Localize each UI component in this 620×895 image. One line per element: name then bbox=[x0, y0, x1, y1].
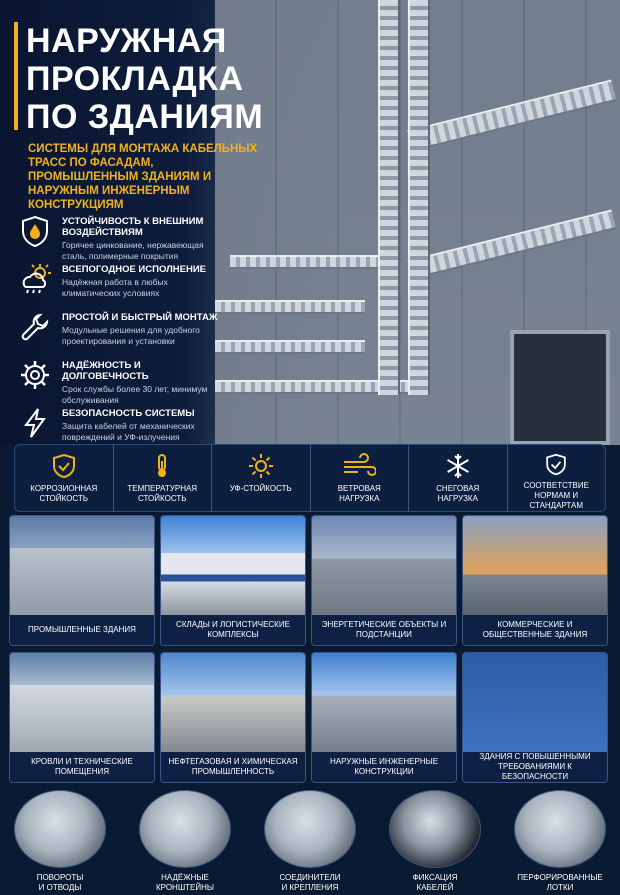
component-label: И ОТВОДЫ bbox=[38, 883, 82, 892]
property-item bbox=[15, 445, 114, 511]
engineering-structures-image bbox=[312, 653, 456, 759]
feature-item bbox=[18, 358, 228, 406]
feature-desc: Модульные решения для удобного проектирования и установки bbox=[62, 325, 200, 346]
feature-item bbox=[18, 262, 228, 310]
sun-icon bbox=[248, 453, 274, 479]
feature-item bbox=[18, 310, 228, 358]
feature-title: ПРОСТОЙ И БЫСТРЫЙ МОНТАЖ bbox=[62, 312, 218, 323]
accent-bar bbox=[14, 22, 18, 130]
property-label: ВЕТРОВАЯ bbox=[337, 484, 381, 493]
application-card bbox=[462, 652, 608, 783]
property-item bbox=[212, 445, 311, 511]
feature-list bbox=[18, 214, 228, 445]
component-label: ПЕРФОРИРОВАННЫЕ bbox=[517, 873, 603, 882]
component-label: НАДЁЖНЫЕ bbox=[161, 873, 209, 882]
commercial-building-image bbox=[463, 516, 607, 622]
property-label: НАГРУЗКА bbox=[437, 494, 478, 503]
component-item bbox=[135, 790, 235, 893]
property-item bbox=[114, 445, 213, 511]
title-line: ПРОКЛАДКА bbox=[26, 60, 244, 98]
component-item bbox=[510, 790, 610, 893]
application-card bbox=[311, 515, 457, 646]
application-card bbox=[311, 652, 457, 783]
application-label: ЭНЕРГЕТИЧЕСКИЕ ОБЪЕКТЫ И ПОДСТАНЦИИ bbox=[312, 615, 456, 645]
component-item bbox=[385, 790, 485, 893]
warehouse-image bbox=[161, 516, 305, 622]
application-label: ЗДАНИЯ С ПОВЫШЕННЫМИ ТРЕБОВАНИЯМИ К БЕЗОПАСНОСТИ bbox=[463, 752, 607, 782]
property-item bbox=[311, 445, 410, 511]
title-line: ПО ЗДАНИЯМ bbox=[26, 98, 264, 136]
oil-gas-plant-image bbox=[161, 653, 305, 759]
properties-panel bbox=[14, 444, 606, 512]
component-label: КАБЕЛЕЙ bbox=[416, 883, 454, 892]
snowflake-icon bbox=[445, 453, 471, 479]
cable-fixing-image bbox=[389, 790, 481, 868]
component-label: КРОНШТЕЙНЫ bbox=[156, 883, 214, 892]
components-row bbox=[10, 790, 610, 893]
lightning-icon bbox=[18, 406, 52, 440]
feature-desc: Надёжная работа в любых климатических условиях bbox=[62, 277, 168, 298]
component-item bbox=[260, 790, 360, 893]
feature-title: НАДЁЖНОСТЬ И ДОЛГОВЕЧНОСТЬ bbox=[62, 360, 149, 382]
weather-icon bbox=[18, 262, 52, 296]
component-label: И КРЕПЛЕНИЯ bbox=[281, 883, 339, 892]
door-image bbox=[510, 330, 610, 445]
page-title bbox=[26, 22, 326, 136]
property-label: СООТВЕТСТВИЕ bbox=[523, 481, 589, 490]
cable-riser bbox=[408, 0, 430, 395]
industrial-building-image bbox=[10, 516, 154, 622]
property-label: СТОЙКОСТЬ bbox=[39, 494, 88, 503]
wrench-icon bbox=[18, 310, 52, 344]
roof-equipment-image bbox=[10, 653, 154, 759]
feature-desc: Защита кабелей от механических повреждений и УФ-излучения bbox=[62, 421, 195, 442]
cable-tray bbox=[230, 255, 380, 269]
shield-check-icon bbox=[51, 453, 77, 479]
feature-item bbox=[18, 214, 228, 262]
application-card bbox=[160, 652, 306, 783]
component-label: ПОВОРОТЫ bbox=[36, 873, 84, 882]
feature-desc: Горячее цинкование, нержавеющая сталь, полимерные покрытия bbox=[62, 240, 204, 261]
property-label: ТЕМПЕРАТУРНАЯ bbox=[127, 484, 198, 493]
application-label: НЕФТЕГАЗОВАЯ И ХИМИЧЕСКАЯ ПРОМЫШЛЕННОСТЬ bbox=[161, 752, 305, 782]
cable-riser bbox=[378, 0, 400, 395]
property-label: НОРМАМ И СТАНДАРТАМ bbox=[529, 491, 584, 510]
property-label: СНЕГОВАЯ bbox=[436, 484, 480, 493]
feature-title: ВСЕПОГОДНОЕ ИСПОЛНЕНИЕ bbox=[62, 264, 206, 275]
property-label: СТОЙКОСТЬ bbox=[138, 494, 187, 503]
cable-tray bbox=[215, 340, 365, 354]
property-label: УФ-СТОЙКОСТЬ bbox=[229, 484, 292, 493]
property-item bbox=[508, 445, 606, 511]
feature-desc: Срок службы более 30 лет, минимум обслуживания bbox=[62, 384, 208, 405]
application-card bbox=[9, 515, 155, 646]
perforated-tray-image bbox=[514, 790, 606, 868]
application-card bbox=[9, 652, 155, 783]
bracket-image bbox=[139, 790, 231, 868]
connector-image bbox=[264, 790, 356, 868]
property-label: НАГРУЗКА bbox=[339, 494, 380, 503]
application-label: КОММЕРЧЕСКИЕ И ОБЩЕСТВЕННЫЕ ЗДАНИЯ bbox=[463, 615, 607, 645]
tray-bend-image bbox=[14, 790, 106, 868]
wind-icon bbox=[342, 453, 376, 479]
application-card bbox=[160, 515, 306, 646]
page-subtitle: СИСТЕМЫ ДЛЯ МОНТАЖА КАБЕЛЬНЫХ ТРАСС ПО ФАСАДАМ, ПРОМЫШЛЕННЫМ ЗДАНИЯМ И НАРУЖНЫМ ИНЖЕНЕРНЫМ КОНСТРУКЦИЯМ bbox=[28, 143, 258, 211]
substation-image bbox=[312, 516, 456, 622]
application-label: ПРОМЫШЛЕННЫЕ ЗДАНИЯ bbox=[10, 615, 154, 645]
feature-item bbox=[18, 406, 228, 445]
component-item bbox=[10, 790, 110, 893]
gear-icon bbox=[18, 358, 52, 392]
application-label: КРОВЛИ И ТЕХНИЧЕСКИЕ ПОМЕЩЕНИЯ bbox=[10, 752, 154, 782]
component-label: СОЕДИНИТЕЛИ bbox=[279, 873, 341, 882]
feature-title: БЕЗОПАСНОСТЬ СИСТЕМЫ bbox=[62, 408, 195, 419]
feature-title: УСТОЙЧИВОСТЬ К ВНЕШНИМ ВОЗДЕЙСТВИЯМ bbox=[62, 216, 204, 238]
shield-drop-icon bbox=[18, 214, 52, 248]
cable-tray bbox=[215, 300, 365, 314]
property-item bbox=[409, 445, 508, 511]
application-card bbox=[462, 515, 608, 646]
shield-tick-icon bbox=[543, 453, 569, 476]
component-label: ЛОТКИ bbox=[546, 883, 574, 892]
thermometer-icon bbox=[149, 453, 175, 479]
application-label: НАРУЖНЫЕ ИНЖЕНЕРНЫЕ КОНСТРУКЦИИ bbox=[312, 752, 456, 782]
component-label: ФИКСАЦИЯ bbox=[412, 873, 458, 882]
applications-grid bbox=[9, 515, 611, 783]
hero-section bbox=[0, 0, 620, 445]
property-label: КОРРОЗИОННАЯ bbox=[30, 484, 98, 493]
secure-building-image bbox=[463, 653, 607, 759]
application-label: СКЛАДЫ И ЛОГИСТИЧЕСКИЕ КОМПЛЕКСЫ bbox=[161, 615, 305, 645]
title-line: НАРУЖНАЯ bbox=[26, 22, 227, 60]
